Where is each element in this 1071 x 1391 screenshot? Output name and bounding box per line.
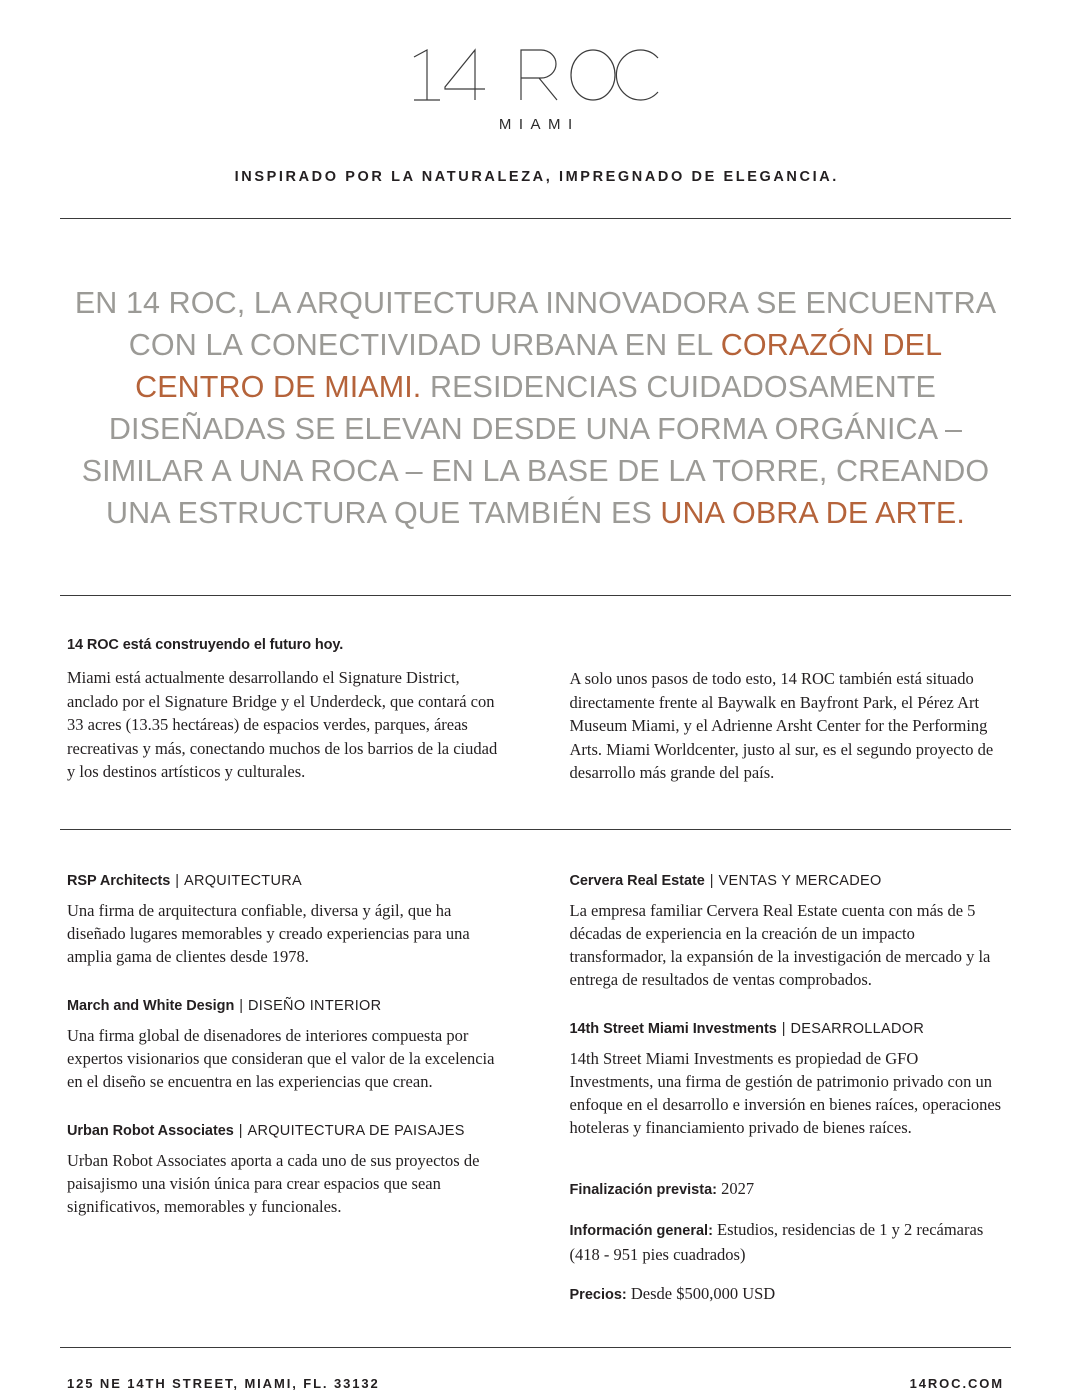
fact-label: Finalización prevista: bbox=[569, 1181, 717, 1198]
credit-role: VENTAS Y MERCADEO bbox=[718, 872, 882, 889]
intro-left-column bbox=[67, 637, 502, 785]
credits-left-column bbox=[67, 873, 502, 1307]
intro-left-paragraph: Miami está actualmente desarrollando el Signature District, anclado por el Signature Bridge y el Underdeck, que contará con 33 acres (13.35 hectáreas) de espacios verdes, parques, áreas recreativas y más, conectando muchos de los barrios de la ciudad y los destinos artísticos y culturales. bbox=[67, 668, 498, 781]
credit-description: La empresa familiar Cervera Real Estate cuenta con más de 5 décadas de experiencia en la creación de un impacto transformador, la expansión de la investigación de mercado y la entrega de resultados de ventas comprobados. bbox=[569, 900, 991, 989]
credit-separator: | bbox=[175, 872, 179, 889]
credit-separator: | bbox=[239, 997, 243, 1014]
credit-role: DISEÑO INTERIOR bbox=[248, 997, 382, 1014]
headline-section bbox=[60, 219, 1011, 595]
fact-general-info bbox=[570, 1218, 1005, 1266]
credit-description: Una firma global de disenadores de interiores compuesta por expertos visionarios que consideran que el valor de la excelencia en el diseño se encuentra en las experiencias que crean. bbox=[67, 1025, 495, 1091]
credit-description: Urban Robot Associates aporta a cada uno de sus proyectos de paisajismo una visión única para crear espacios que sean significativos, memorables y funcionales. bbox=[67, 1150, 480, 1216]
fact-value: Desde $500,000 USD bbox=[626, 1283, 776, 1303]
headline-accent-1: CORAZÓN DEL CENTRO DE MIAMI. bbox=[135, 328, 943, 404]
credit-heading bbox=[67, 998, 502, 1014]
credit-firm-name: Urban Robot Associates bbox=[67, 1122, 234, 1139]
credit-description: 14th Street Miami Investments es propiedad de GFO Investments, una firma de gestión de patrimonio privado con un enfoque en el desarrollo e inversión en bienes raíces, operaciones hoteleras y financiamiento privado de bienes raíces. bbox=[569, 1048, 1002, 1137]
headline bbox=[67, 282, 1004, 534]
logo-14roc-icon bbox=[405, 44, 667, 106]
fact-completion bbox=[570, 1177, 1005, 1202]
credit-block-sales-marketing bbox=[570, 873, 1005, 991]
credit-heading bbox=[67, 1123, 502, 1139]
headline-part-2: RESIDENCIAS CUIDADOSAMENTE DISEÑADAS SE ELEVAN DESDE UNA FORMA ORGÁNICA – SIMILAR A UNA ROCA – EN LA BASE DE LA TORRE, CREANDO UNA ESTRUCTURA QUE TAMBIÉN ES bbox=[81, 370, 990, 530]
credit-block-developer bbox=[570, 1021, 1005, 1139]
credit-role: DESARROLLADOR bbox=[790, 1020, 925, 1037]
credit-firm-name: Cervera Real Estate bbox=[569, 872, 705, 889]
fact-label: Información general: bbox=[569, 1222, 713, 1239]
fact-pricing bbox=[570, 1282, 1005, 1307]
fact-label: Precios: bbox=[569, 1286, 627, 1303]
credit-separator: | bbox=[709, 872, 714, 889]
credit-firm-name: RSP Architects bbox=[67, 872, 171, 889]
credit-block-architecture bbox=[67, 873, 502, 968]
credit-separator: | bbox=[238, 1122, 243, 1139]
credit-heading bbox=[570, 1021, 1005, 1037]
credits-section bbox=[60, 830, 1011, 1347]
intro-lead-in: 14 ROC está construyendo el futuro hoy. bbox=[67, 637, 344, 653]
credit-role: ARQUITECTURA DE PAISAJES bbox=[247, 1122, 465, 1139]
headline-part-1: EN 14 ROC, LA ARQUITECTURA INNOVADORA SE ENCUENTRA CON LA CONECTIVIDAD URBANA EN EL bbox=[74, 286, 997, 362]
footer-address: 125 NE 14TH STREET, MIAMI, FL. 33132 bbox=[67, 1375, 380, 1391]
logo-subtitle: MIAMI bbox=[498, 116, 580, 133]
tagline: INSPIRADO POR LA NATURALEZA, IMPREGNADO DE ELEGANCIA. bbox=[234, 169, 839, 185]
footer bbox=[60, 1348, 1011, 1391]
credits-right-column bbox=[570, 873, 1005, 1307]
credit-description: Una firma de arquitectura confiable, diversa y ágil, que ha diseñado lugares memorables y creado experiencias para una amplia gama de clientes desde 1978. bbox=[67, 900, 470, 966]
credit-firm-name: March and White Design bbox=[67, 997, 235, 1014]
credit-block-landscape bbox=[67, 1123, 502, 1218]
footer-website-link[interactable]: 14ROC.COM bbox=[909, 1375, 1004, 1391]
intro-right-column bbox=[570, 637, 1005, 785]
project-facts bbox=[570, 1177, 1005, 1307]
masthead bbox=[60, 0, 1011, 185]
credit-heading bbox=[67, 873, 502, 889]
credit-firm-name: 14th Street Miami Investments bbox=[569, 1020, 777, 1037]
intro-right-paragraph: A solo unos pasos de todo esto, 14 ROC también está situado directamente frente al Baywalk en Bayfront Park, el Pérez Art Museum Miami, y el Adrienne Arsht Center for the Performing Arts. Miami Worldcenter, justo al sur, es el segundo proyecto de desarrollo más grande del país. bbox=[569, 669, 994, 782]
credit-role: ARQUITECTURA bbox=[183, 872, 302, 889]
intro-section bbox=[60, 596, 1011, 829]
fact-value: Estudios, residencias de 1 y 2 recámaras (418 - 951 pies cuadrados) bbox=[569, 1219, 984, 1264]
fact-value: 2027 bbox=[716, 1178, 755, 1198]
headline-accent-2: UNA OBRA DE ARTE. bbox=[660, 496, 965, 530]
credit-separator: | bbox=[781, 1020, 786, 1037]
credit-block-interior-design bbox=[67, 998, 502, 1093]
credit-heading bbox=[570, 873, 1005, 889]
